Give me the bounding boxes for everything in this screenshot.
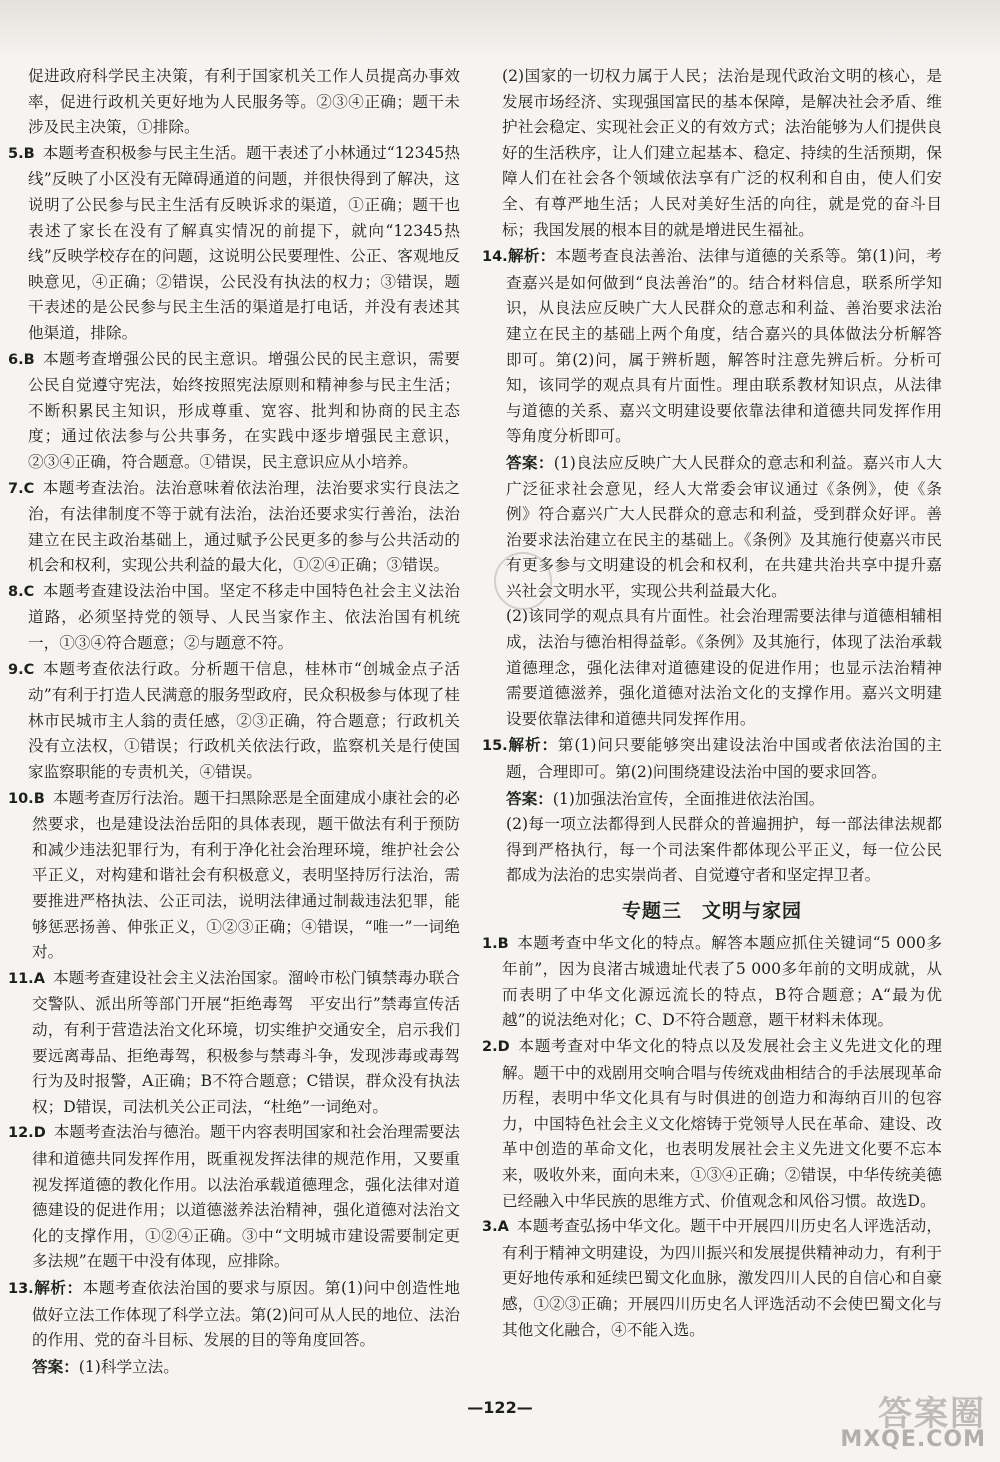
answer-15-part-2: (2)每一项立法都得到人民群众的普遍拥护，每一部法律法规都得到严格执行，每一个司法案件都体现公平正义，每一位公民都成为法治的忠实崇尚者、自觉遵守者和坚定捍卫者。 [506, 815, 942, 885]
explanation-text: 本题考查法治。法治意味着依法治理，法治要求实行良法之治，有法律制度不等于就有法治，法治还要求实行善治，法治建立在民主政治基础上，通过赋予公民更多的参与公共活动的机会和权利，实现公共利益的最大化，①②④正确；③错误。 [28, 478, 460, 575]
explanation-text: 本题考查积极参与民主生活。题干表述了小林通过“12345热线”反映了小区没有无障碍通道的问题，并很快得到了解决，这说明了公民参与民主生活有反映诉求的渠道，①正确；题干也表述了家长在没有了解真实情况的前提下，就向“12345热线”反映学校存在的问题，这说明公民要理性、公正、客观地反映意见，④正确；②错误，公民没有执法的权力；③错误，题干表述的是公民参与民主生活的渠道是打电话，并没有表述其他渠道，排除。 [28, 143, 460, 342]
explanation-text: 第(1)问只要能够突出建设法治中国或者依法治国的主题，合理即可。第(2)问围绕建设法治中国的要求回答。 [506, 736, 942, 782]
answer-label: 答案： [32, 1356, 79, 1376]
answer-text: (1)良法应反映广大人民群众的意志和利益。嘉兴市人大广泛征求社会意见，经人大常委会审议通过《条例》，使《条例》符合嘉兴广大人民群众的意志和利益，受到群众好评。善治要求法治建立在民主的基础上。《条例》及其施行使嘉兴市民有更多参与文明建设的机会和权利，在共建共治共享中提升嘉兴社会文明水平，实现公共利益最大化。 [506, 453, 942, 600]
item-number: 3. [482, 1219, 498, 1236]
explanation-text: 本题考查建设法治中国。坚定不移走中国特色社会主义法治道路，必须坚持党的领导、人民当家作主、依法治国有机统一，①③④符合题意；②与题意不符。 [28, 581, 460, 653]
item-number: 2. [482, 1038, 498, 1055]
analysis-label: 解析： [33, 1277, 83, 1297]
answer-item-7 [8, 476, 460, 579]
answer-letter: B [497, 935, 509, 952]
item-number: 8. [8, 583, 24, 600]
answer-item-8 [8, 579, 460, 657]
answer-13-part-1 [8, 1354, 460, 1381]
answer-item-5 [8, 141, 460, 347]
answer-letter: D [33, 1125, 46, 1142]
answer-14-part-2: (2)该同学的观点具有片面性。社会治理需要法律与道德相辅相成，法治与德治相得益彰。《条例》及其施行，体现了法治承载道德理念，强化法律对道德建设的促进作用；也显示法治精神需要道德滋养，强化道德对法治文化的支撑作用。嘉兴文明建设要依靠法律和道德共同发挥作用。 [506, 607, 942, 728]
analysis-label: 解析： [507, 735, 558, 755]
page-number: —122— [467, 1398, 533, 1417]
answer-letter: B [33, 790, 45, 807]
item-number: 5. [8, 145, 24, 162]
explanation-text: 本题考查增强公民的民主意识。增强公民的民主意识，需要公民自觉遵守宪法，始终按照宪法原则和精神参与民主生活；不断积累民主知识，形成尊重、宽容、批判和协商的民主态度；通过依法参与公共事务，在实践中逐步增强民主意识，②③④正确，符合题意。①错误，民主意识应从小培养。 [28, 349, 460, 471]
answer-item-9 [8, 657, 460, 786]
explanation-text: 本题考查依法行政。分析题干信息，桂林市“创城金点子活动”有利于打造人民满意的服务型政府，民众积极参与体现了桂林市民城市主人翁的责任感，②③正确，符合题意；行政机关没有立法权，①错误；行政机关依法行政，监察机关是行使国家监察职能的专责机关，④错误。 [28, 659, 460, 782]
answer-letter: C [23, 480, 35, 497]
answer-letter: C [23, 661, 35, 678]
explanation-text: 本题考查对中华文化的特点以及发展社会主义先进文化的理解。题干中的戏剧用交响合唱与传统戏曲相结合的手法展现革命历程，表明中华文化具有与时俱进的创造力和海纳百川的包容力，中国特色社会主义文化熔铸于党领导人民在革命、建设、改革中创造的革命文化，也表明发展社会主义先进文化要不忘本来，吸收外来，面向未来，①③④正确；②错误，中华传统美德已经融入中华民族的思维方式、价值观念和风俗习惯。故选D。 [502, 1036, 942, 1210]
item-number: 11. [8, 970, 34, 987]
item-number: 10. [8, 790, 34, 807]
answer-letter: B [23, 145, 35, 162]
section-title: 专题三 文明与家园 [621, 900, 802, 922]
explanation-text: 本题考查良法善治、法律与道德的关系等。第(1)问，考查嘉兴是如何做到“良法善治”的。结合材料信息，联系所学知识，从良法应反映广大人民群众的意志和利益、善治要求法治建立在民主的基础上两个角度，结合嘉兴的具体做法分析解答即可。第(2)问，属于辨析题，解答时注意先辨后析。分析可知，该同学的观点具有片面性。理由联系教材知识点，从法律与道德的关系、嘉兴文明建设要依靠法律和道德共同发挥作用等角度分析即可。 [506, 247, 942, 446]
explanation-text: 本题考查弘扬中华文化。题干中开展四川历史名人评选活动，有利于精神文明建设，为四川振兴和发展提供精神动力，有利于更好地传承和延续巴蜀文化血脉，激发四川人民的自信心和自豪感，①②③正确；开展四川历史名人评选活动不会使巴蜀文化与其他文化融合，④不能入选。 [502, 1217, 942, 1339]
answer-letter: C [23, 583, 35, 600]
watermark-site-text: MXQE.COM [840, 1427, 986, 1452]
item-number: 1. [482, 935, 498, 952]
item-number: 14. [482, 249, 508, 266]
item-number: 6. [8, 351, 24, 368]
answer-label: 答案： [506, 788, 553, 808]
explanation-text: 本题考查厉行法治。题干扫黑除恶是全面建成小康社会的必然要求，也是建设法治岳阳的具体表现，题干做法有利于预防和减少违法犯罪行为，有利于净化社会治理环境，维护社会公平正义，对构建和谐社会有积极意义，表明坚持厉行法治，需要推进严格执法、公正司法，说明法律通过制裁违法犯罪，能够惩恶扬善、伸张正义，①②③正确；④错误，“唯一”一词绝对。 [32, 788, 460, 962]
answer-letter: A [33, 970, 45, 987]
answer-item-10 [8, 786, 460, 966]
site-watermark [815, 1386, 990, 1456]
explanation-text: 本题考查建设社会主义法治国家。溜岭市松门镇禁毒办联合交警队、派出所等部门开展“拒绝毒驾 平安出行”禁毒宣传活动，有利于营造法治文化环境，切实维护交通安全，启示我们要远离毒品、拒绝毒驾，积极参与禁毒斗争，发现涉毒或毒驾行为及时报警，A正确；B不符合题意；C错误，群众没有执法权；D错误，司法机关公正司法，“杜绝”一词绝对。 [32, 968, 460, 1116]
answer-letter: A [497, 1219, 509, 1236]
watermark-logo: 答案圈 [878, 1394, 986, 1434]
answer-label: 答案： [506, 452, 554, 472]
item-number: 12. [8, 1125, 34, 1142]
answer-text: (1)加强法治宣传，全面推进依法治国。 [552, 789, 825, 808]
answer-item-13 [8, 1275, 460, 1354]
item-number: 9. [8, 661, 24, 678]
section-3-answer-item-1 [482, 931, 942, 1034]
scan-top-shadow [0, 0, 1000, 60]
answer-item-6 [8, 347, 460, 476]
explanation-text: 本题考查依法治国的要求与原因。第(1)问中创造性地做好立法工作体现了科学立法。第(2)问可从人民的地位、法治的作用、党的奋斗目标、发展的目的等角度回答。 [32, 1278, 460, 1350]
answer-letter: B [23, 351, 35, 368]
analysis-label: 解析： [507, 246, 556, 266]
explanation-text: 本题考查法治与德治。题干内容表明国家和社会治理需要法律和道德共同发挥作用，既重视发挥法律的规范作用，又要重视发挥道德的教化作用。以法治承载道德理念，强化法律对道德建设的促进作用；以道德滋养法治精神，强化道德对法治文化的支撑作用，①②④正确。③中“文明城市建设需要制定更多法规”在题干中没有体现，应排除。 [32, 1123, 460, 1271]
answer-15-part-1 [482, 786, 942, 813]
answer-text: (1)科学立法。 [78, 1357, 179, 1376]
answer-item-14 [482, 243, 942, 450]
answer-13-part-2: (2)国家的一切权力属于人民；法治是现代政治文明的核心，是发展市场经济、实现强国富民的基本保障，是解决社会矛盾、维护社会稳定、实现社会正义的有效方式；法治能够为人们提供良好的生活秩序，让人们建立起基本、稳定、持续的生活预期，保障人们在社会各个领域依法享有广泛的权利和自由，使人们安全、有尊严地生活；人民对美好生活的向往，就是党的奋斗目标；我国发展的根本目的就是增进民生福祉。 [502, 67, 942, 239]
faint-stamp-mark [494, 552, 552, 610]
item-4-continuation: 促进政府科学民主决策，有利于国家机关工作人员提高办事效率，促进行政机关更好地为人民服务等。②③④正确；题干未涉及民主决策，①排除。 [28, 67, 460, 137]
explanation-text: 本题考查中华文化的特点。解答本题应抓住关键词“5 000多年前”，因为良渚古城遗址代表了5 000多年前的文明成就，从而表明了中华文化源远流长的特点，B符合题意；A“最为优越”的说法绝对化；C、D不符合题意，题干材料未体现。 [502, 933, 942, 1030]
answer-letter: D [497, 1038, 510, 1055]
left-column [8, 64, 460, 1380]
item-number: 13. [8, 1280, 34, 1297]
answer-item-15 [482, 732, 942, 785]
answer-item-11 [8, 966, 460, 1121]
section-3-answer-item-2 [482, 1034, 942, 1214]
item-number: 15. [482, 738, 508, 755]
answer-item-12 [8, 1120, 460, 1275]
right-column [482, 64, 942, 1343]
item-number: 7. [8, 480, 24, 497]
section-3-answer-item-3 [482, 1214, 942, 1343]
